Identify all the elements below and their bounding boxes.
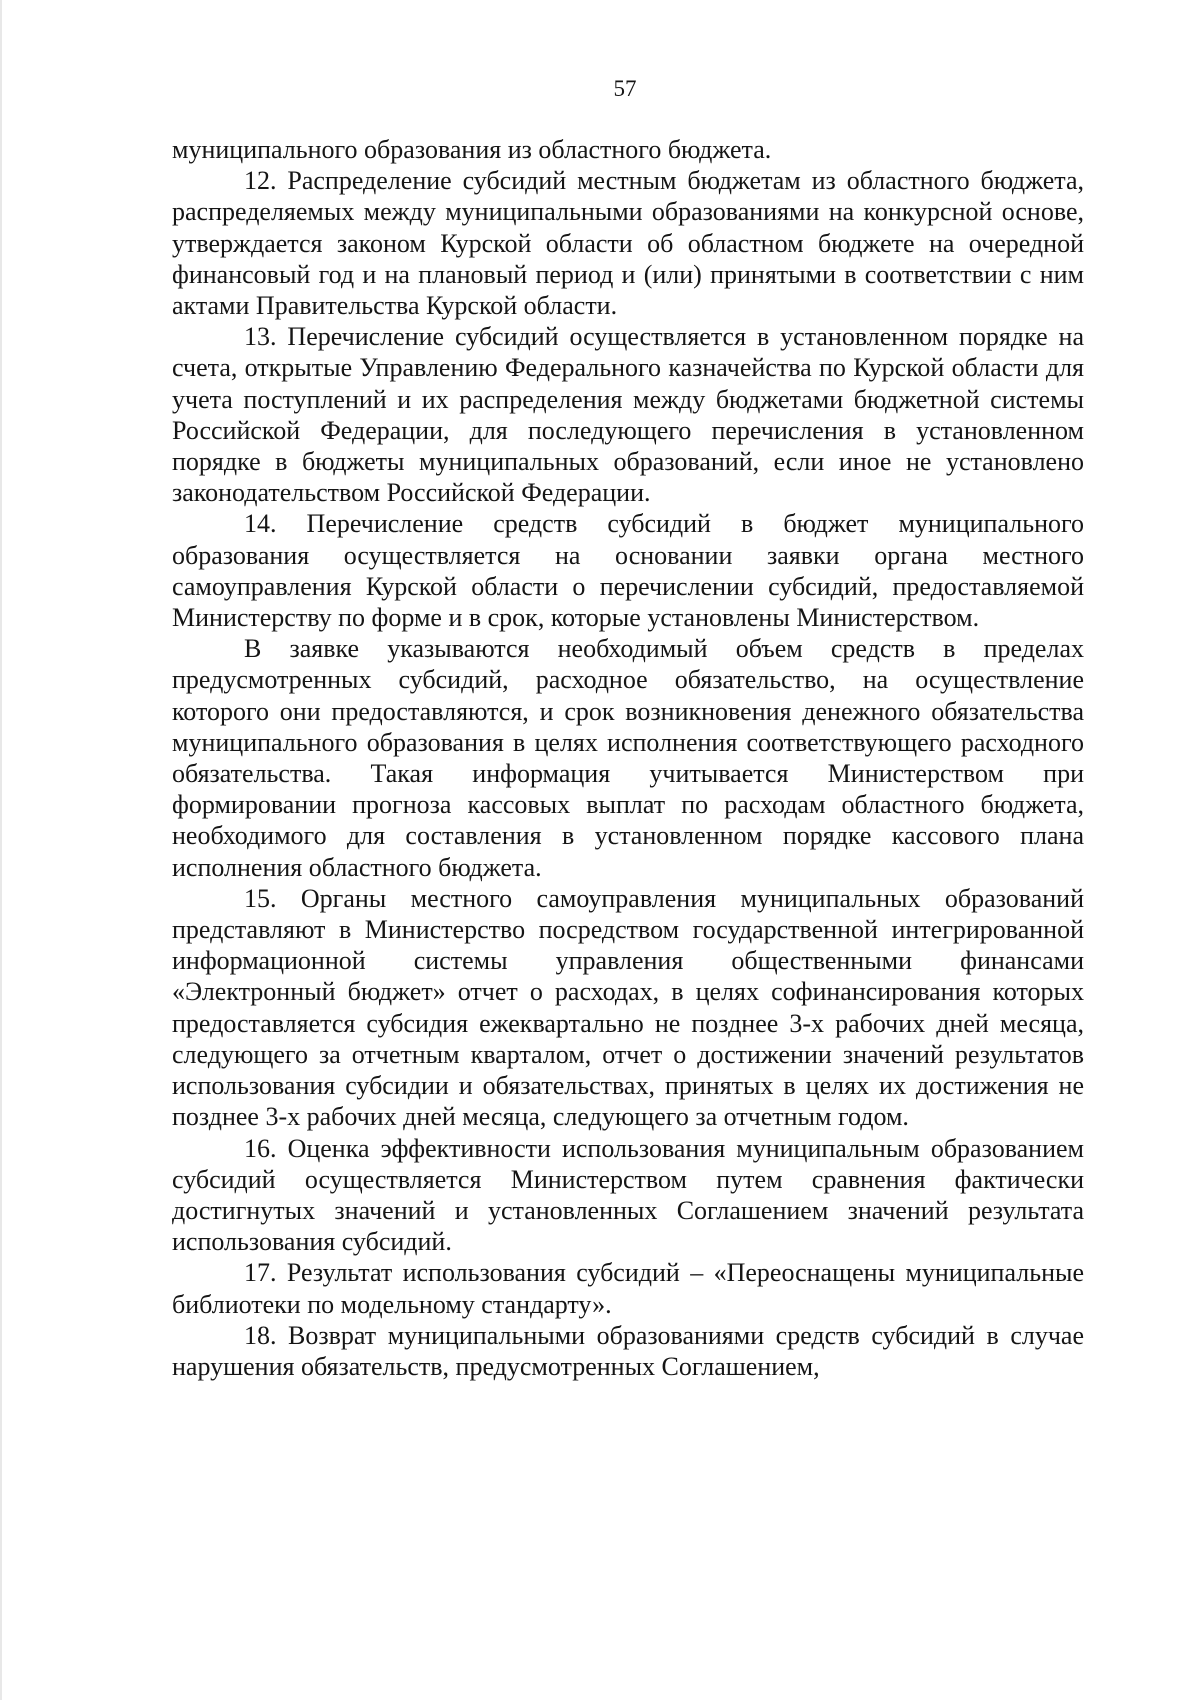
paragraph-item-17: 17. Результат использования субсидий – «Переоснащены муниципальные библиотеки по модельному стандарту». <box>172 1258 1084 1319</box>
paragraph-item-14: 14. Перечисление средств субсидий в бюджет муниципального образования осуществляется на основании заявки органа местного самоуправления Курской области о перечислении субсидий, предоставляемой Министерству по форме и в срок, которые установлены Министерством. <box>172 509 1084 633</box>
paragraph-item-15: 15. Органы местного самоуправления муниципальных образований представляют в Министерство посредством государственной интегрированной информационной системы управления общественными финансами «Электронный бюджет» отчет о расходах, в целях софинансирования которых предоставляется субсидия ежеквартально не позднее 3-х рабочих дней месяца, следующего за отчетным кварталом, отчет о достижении значений результатов использования субсидии и обязательствах, принятых в целях их достижения не позднее 3-х рабочих дней месяца, следующего за отчетным годом. <box>172 883 1084 1132</box>
paragraph-item-13: 13. Перечисление субсидий осуществляется в установленном порядке на счета, открытые Управлению Федерального казначейства по Курской области для учета поступлений и их распределения между бюджетами бюджетной системы Российской Федерации, для последующего перечисления в установленном порядке в бюджеты муниципальных образований, если иное не установлено законодательством Российской Федерации. <box>172 322 1084 508</box>
scan-edge <box>0 0 2 1700</box>
paragraph-item-18: 18. Возврат муниципальными образованиями средств субсидий в случае нарушения обязательств, предусмотренных Соглашением, <box>172 1320 1084 1381</box>
paragraph-item-16: 16. Оценка эффективности использования муниципальным образованием субсидий осуществляется Министерством путем сравнения фактически достигнутых значений и установленных Соглашением значений результата использования субсидий. <box>172 1133 1084 1257</box>
page-number: 57 <box>613 76 637 101</box>
paragraph-item-12: 12. Распределение субсидий местным бюджетам из областного бюджета, распределяемых между муниципальными образованиями на конкурсной основе, утверждается законом Курской области об областном бюджете на очередной финансовый год и на плановый период и (или) принятыми в соответствии с ним актами Правительства Курской области. <box>172 166 1084 321</box>
paragraph-application-details: В заявке указываются необходимый объем средств в пределах предусмотренных субсидий, расходное обязательство, на осуществление которого они предоставляются, и срок возникновения денежного обязательства муниципального образования в целях исполнения соответствующего расходного обязательства. Такая информация учитывается Министерством при формировании прогноза кассовых выплат по расходам областного бюджета, необходимого для составления в установленном порядке кассового плана исполнения областного бюджета. <box>172 634 1084 882</box>
paragraph-continuation: муниципального образования из областного бюджета. <box>172 135 772 164</box>
document-body <box>172 134 1084 1382</box>
